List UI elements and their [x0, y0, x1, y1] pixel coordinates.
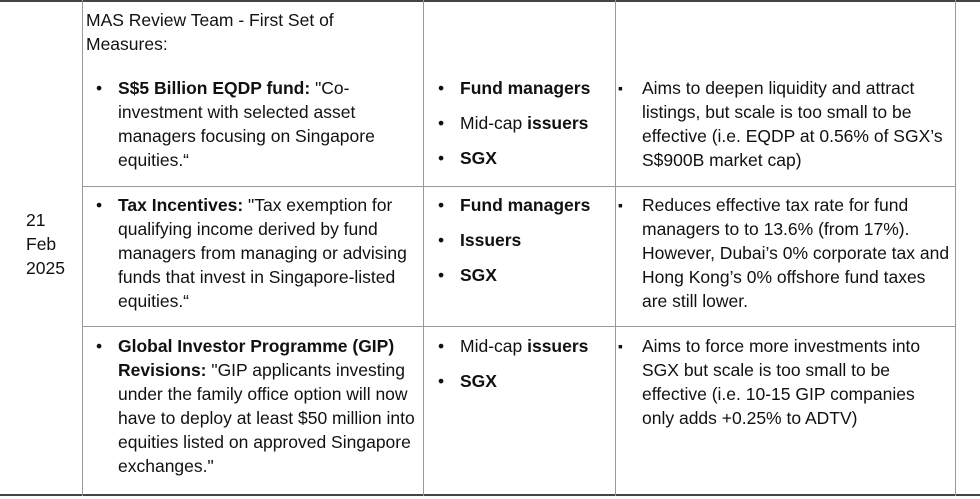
bullet-icon: • [96, 78, 103, 98]
measure-text: "GIP applicants investing under the family office option will now have to deploy at least $50 million into equities listed on approved Singapore exchanges." [118, 360, 415, 476]
measure-title: Tax Incentives: [118, 195, 244, 215]
date-month: Feb [26, 234, 57, 254]
bullet-icon: • [438, 195, 445, 215]
date-day: 21 [26, 210, 46, 230]
stakeholder-name: SGX [460, 371, 497, 391]
col-divider-date [82, 0, 83, 496]
section-header: MAS Review Team - First Set of Measures: [86, 10, 334, 54]
bullet-icon: • [438, 78, 445, 98]
stakeholder-name: SGX [460, 148, 497, 168]
stakeholder-name: Issuers [460, 230, 522, 250]
bullet-icon: • [438, 113, 445, 133]
row-divider-1 [82, 186, 956, 187]
col-divider-measure [423, 0, 424, 496]
stakeholder-name: SGX [460, 265, 497, 285]
square-bullet-icon: ▪ [618, 197, 623, 213]
stakeholder-name: Fund managers [460, 78, 591, 98]
row-divider-2 [82, 326, 956, 327]
measure-title: S$5 Billion EQDP fund: [118, 78, 311, 98]
date-year: 2025 [26, 258, 65, 278]
date-cell [26, 208, 65, 280]
stakeholder-name: issuers [527, 336, 589, 356]
square-bullet-icon: ▪ [618, 80, 623, 96]
measure-text: "Co-investment with selected asset managers focusing on Singapore equities.“ [118, 78, 375, 170]
bullet-icon: • [438, 230, 445, 250]
table-top-border [0, 0, 980, 2]
col-divider-stakeholder [615, 0, 616, 496]
bullet-icon: • [438, 148, 445, 168]
bullet-icon: • [438, 336, 445, 356]
square-bullet-icon: ▪ [618, 338, 623, 354]
measure-text: "Tax exemption for qualifying income derived by fund managers from managing or advising funds that invest in Singapore-listed equities.“ [118, 195, 407, 311]
impact-text: Reduces effective tax rate for fund managers to to 13.6% (from 17%). However, Dubai’s 0% corporate tax and Hong Kong’s 0% offshore fund taxes are still lower. [642, 195, 950, 311]
stakeholder-name: Fund managers [460, 195, 591, 215]
bullet-icon: • [438, 265, 445, 285]
measures-table: 21 Feb 2025 MAS Review Team - First Set of Measures: • S$5 Billion EQDP fund: "Co-investment with selected asset managers focusing on Singapore equities.“ • Fund managers • Mid-cap issuers • SGX ▪ Aims to deepen liquidity and attract listings, but scale is too small to be effective (i.e. EQDP at 0.56% of SGX’s S$900B market cap) • Tax Incentives: "Tax exemption for qualifying income derived by fund managers from managing or advising funds that invest in Singapore-listed equities.“ • Fund managers • Issuers • SGX ▪ Reduces effective tax rate for fund managers to to 13.6% (from 17%). However, Dubai’s 0% corporate tax and Hong Kong’s 0% offshore fund taxes are still lower. • Global Investor Programme (GIP) Revisions: "GIP applicants investing under the family office option will now have to deploy at least $50 million into equities listed on approved Singapore exchanges." • Mid-cap issuers • SGX ▪ Aims to force more investments into SGX but scale is too small to be effective (i.e. 10-15 GIP companies only adds +0.25% to ADTV) [0, 0, 980, 499]
bullet-icon: • [438, 371, 445, 391]
impact-text: Aims to deepen liquidity and attract listings, but scale is too small to be effective (i.e. EQDP at 0.56% of SGX’s S$900B market cap) [642, 78, 943, 170]
impact-text: Aims to force more investments into SGX but scale is too small to be effective (i.e. 10-15 GIP companies only adds +0.25% to ADTV) [642, 336, 921, 428]
stakeholder-name: issuers [527, 113, 589, 133]
measure-title: Global Investor Programme (GIP) Revisions: [118, 336, 395, 380]
bullet-icon: • [96, 195, 103, 215]
table-bottom-border [0, 494, 980, 496]
bullet-icon: • [96, 336, 103, 356]
table-right-border [955, 0, 956, 496]
